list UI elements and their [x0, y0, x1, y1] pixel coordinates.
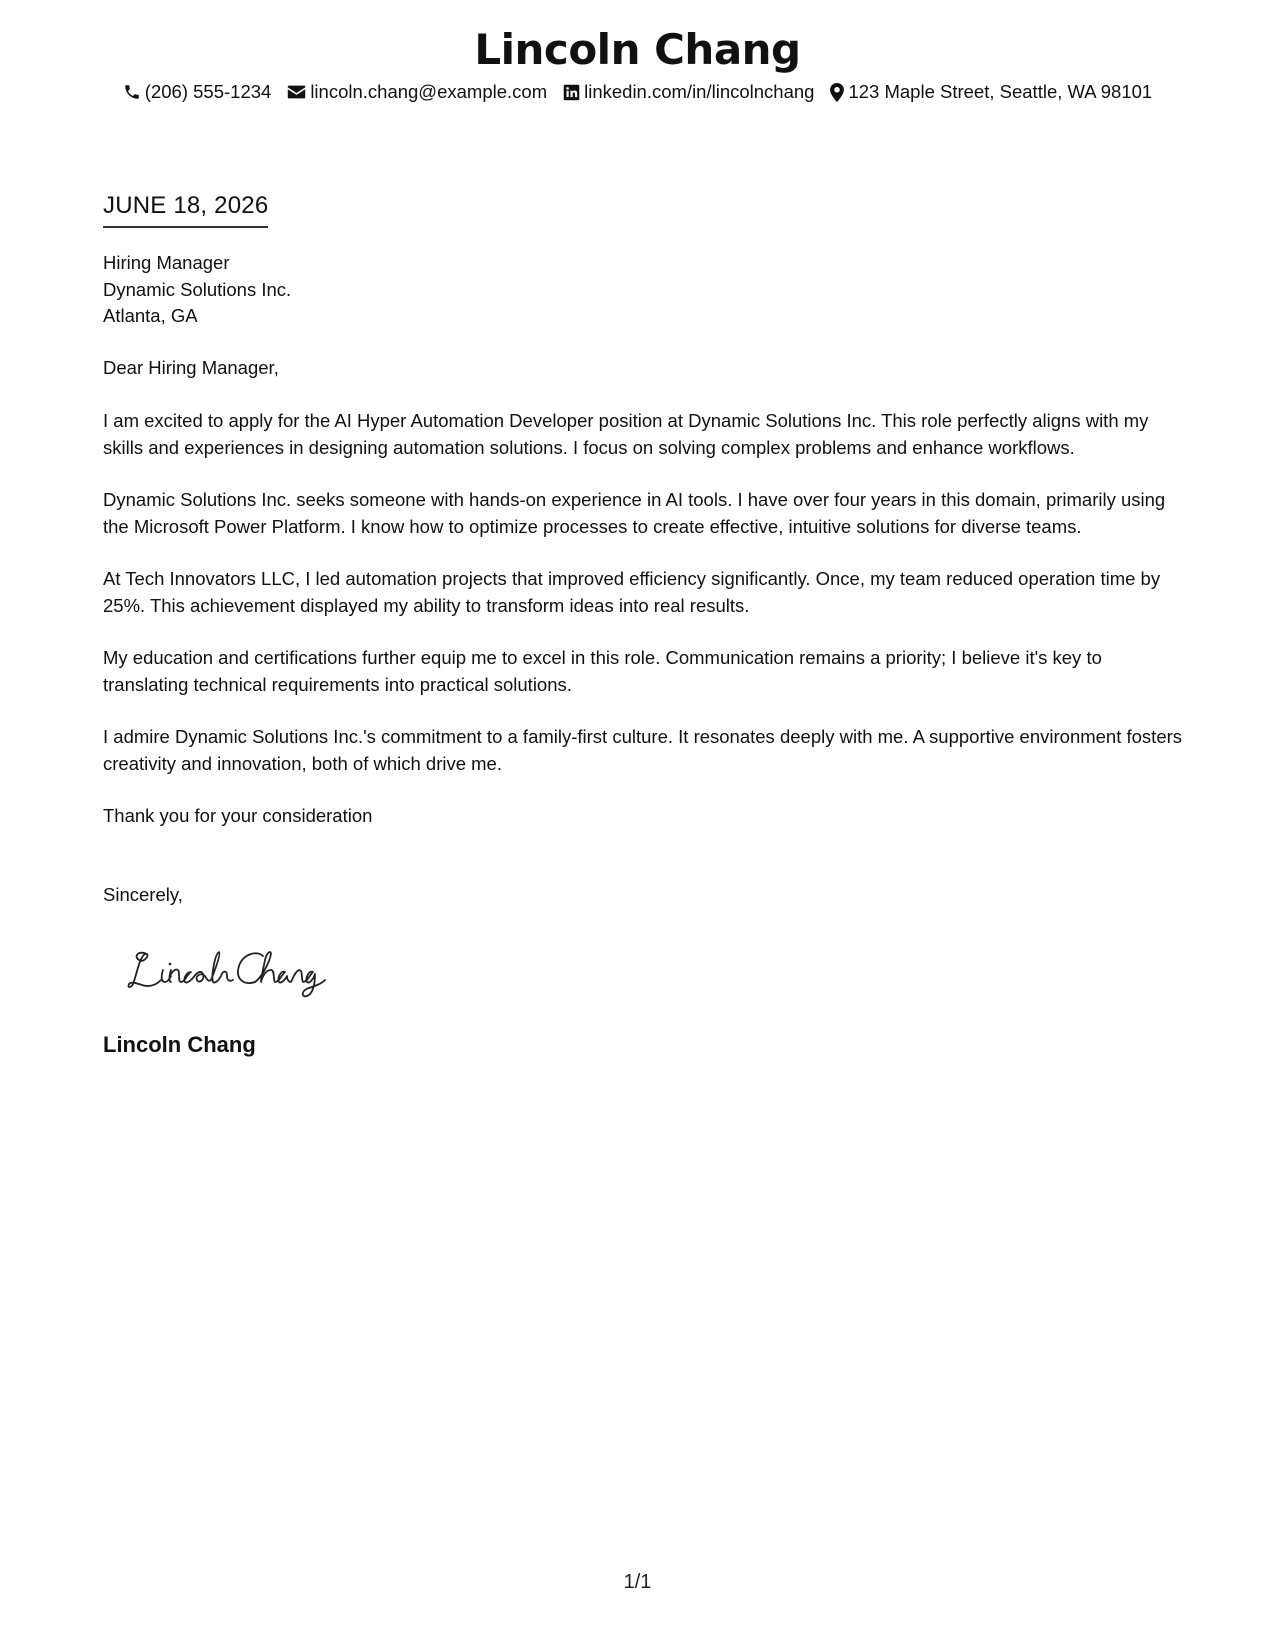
phone-text: (206) 555-1234	[144, 81, 272, 102]
body-paragraph: At Tech Innovators LLC, I led automation projects that improved efficiency significantly. Once, my team reduced operation time by 25%. This achievement displayed my ability to transform ideas into real results.	[103, 568, 1161, 616]
sign-off: Sincerely,	[103, 884, 183, 905]
body-paragraph: Dynamic Solutions Inc. seeks someone with hands-on experience in AI tools. I have over four years in this domain, primarily using the Microsoft Power Platform. I know how to optimize processes to create effective, intuitive solutions for diverse teams.	[103, 489, 1166, 537]
applicant-name-heading: Lincoln Chang	[474, 25, 801, 74]
recipient-line: Dynamic Solutions Inc.	[103, 278, 292, 300]
contact-phone	[123, 79, 272, 105]
letter-date: JUNE 18, 2026	[103, 190, 268, 228]
email-text: lincoln.chang@example.com	[310, 81, 548, 102]
envelope-icon	[287, 84, 310, 100]
page-number: 1/1	[623, 1571, 652, 1593]
signed-name: Lincoln Chang	[103, 1032, 256, 1057]
handwritten-signature	[125, 940, 365, 1000]
linkedin-icon	[563, 84, 584, 101]
closing-line: Thank you for your consideration	[103, 805, 373, 826]
address-text: 123 Maple Street, Seattle, WA 98101	[848, 81, 1153, 102]
body-paragraph: My education and certifications further equip me to excel in this role. Communication remains a priority; I believe it's key to translating technical requirements into practical solutions.	[103, 647, 1102, 695]
recipient-line: Hiring Manager	[103, 252, 230, 273]
contact-email	[287, 79, 547, 105]
recipient-line: Atlanta, GA	[103, 305, 198, 326]
map-pin-icon	[830, 83, 848, 102]
recipient-block	[103, 250, 291, 330]
body-paragraph: I admire Dynamic Solutions Inc.'s commitment to a family-first culture. It resonates deeply with me. A supportive environment fosters creativity and innovation, both of which drive me.	[103, 726, 1183, 774]
body-paragraph: I am excited to apply for the AI Hyper Automation Developer position at Dynamic Solutions Inc. This role perfectly aligns with my skills and experiences in designing automation solutions. I focus on solving complex problems and enhance workflows.	[103, 410, 1149, 458]
contact-address	[830, 79, 1152, 105]
contact-info-row	[0, 79, 1275, 105]
linkedin-text: linkedin.com/in/lincolnchang	[584, 81, 815, 102]
contact-linkedin	[563, 79, 814, 105]
salutation: Dear Hiring Manager,	[103, 357, 279, 378]
phone-icon	[123, 83, 145, 101]
